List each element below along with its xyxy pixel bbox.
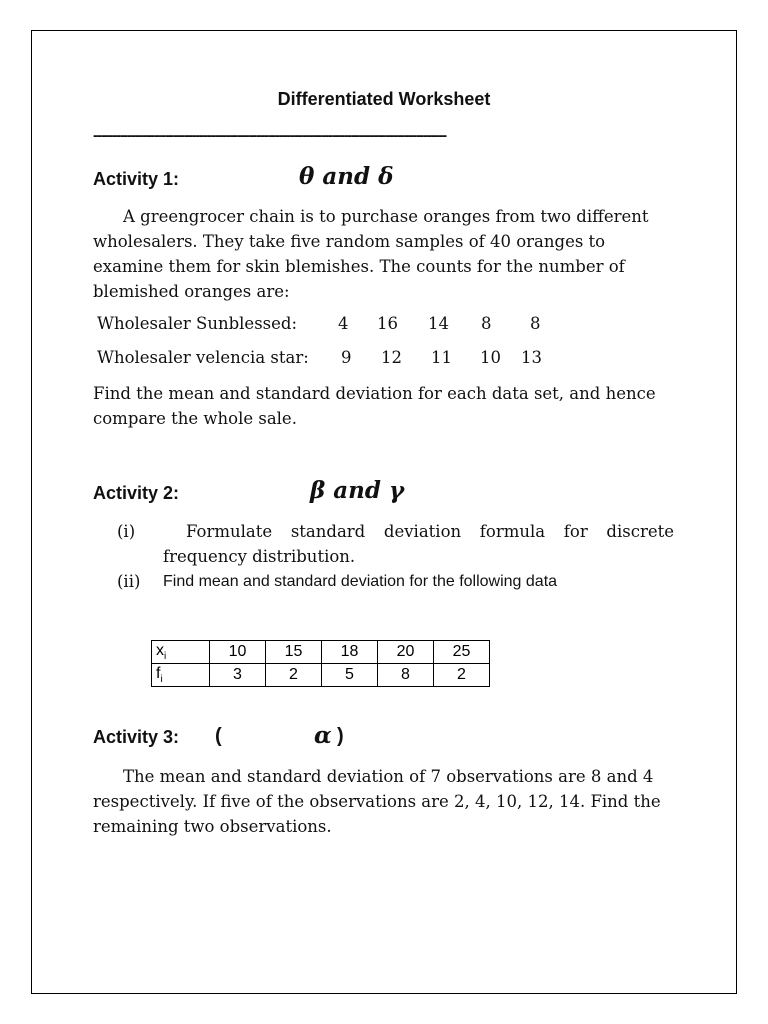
velencia-star-label: Wholesaler velencia star: (97, 348, 309, 367)
f-value-cell: 3 (210, 664, 266, 687)
activity-3-open-paren: ( (215, 725, 222, 747)
item-ii-marker: (ii) (117, 572, 141, 591)
item-i-line: Formulate standard deviation formula for discrete (186, 522, 674, 541)
f-value-cell: 8 (378, 664, 434, 687)
f-label: f (156, 664, 161, 682)
x-value-cell: 18 (322, 641, 378, 664)
activity-3-line: The mean and standard deviation of 7 observations are 8 and 4 (123, 767, 654, 786)
velencia-star-value: 9 (341, 348, 352, 367)
sunblessed-row (97, 314, 557, 336)
x-value-cell: 20 (378, 641, 434, 664)
activity-3-text (93, 764, 674, 839)
intro-line: examine them for skin blemishes. The counts for the number of (93, 257, 625, 276)
intro-line: blemished oranges are: (93, 282, 290, 301)
velencia-star-value: 10 (480, 348, 501, 367)
item-i-text (163, 519, 674, 569)
dashed-divider: --------------------------------------------------------------------------------------------- (93, 127, 446, 144)
sunblessed-value: 4 (338, 314, 349, 333)
x-value-cell: 15 (266, 641, 322, 664)
table-row-x (152, 641, 490, 664)
f-header-cell (152, 664, 210, 687)
table-row-f (152, 664, 490, 687)
x-value-cell: 10 (210, 641, 266, 664)
activity-1-intro (93, 204, 674, 304)
activity-3-line: remaining two observations. (93, 817, 332, 836)
f-subscript: i (160, 674, 163, 686)
activity-3-heading: Activity 3: (93, 727, 180, 747)
frequency-table (151, 640, 490, 687)
f-value-cell: 2 (266, 664, 322, 687)
activity-2-greek: β and γ (310, 477, 405, 504)
activity-2-heading: Activity 2: (93, 483, 180, 503)
sunblessed-value: 8 (530, 314, 541, 333)
f-value-cell: 5 (322, 664, 378, 687)
sunblessed-value: 8 (481, 314, 492, 333)
worksheet-title: Differentiated Worksheet (277, 89, 491, 109)
activity-1-greek: θ and δ (299, 163, 394, 190)
item-i-marker: (i) (117, 522, 136, 541)
activity-3-greek: α (314, 722, 332, 749)
sunblessed-value: 14 (428, 314, 449, 333)
activity-3-close-paren: ) (337, 725, 344, 747)
intro-line: wholesalers. They take five random samples of 40 oranges to (93, 232, 606, 251)
velencia-star-row (97, 348, 557, 370)
x-header-cell (152, 641, 210, 664)
activity-1-question (93, 381, 674, 431)
sunblessed-label: Wholesaler Sunblessed: (97, 314, 298, 333)
velencia-star-value: 13 (521, 348, 542, 367)
activity-3-line: respectively. If five of the observations are 2, 4, 10, 12, 14. Find the (93, 792, 661, 811)
activity-1-heading: Activity 1: (93, 169, 180, 189)
question-line: Find the mean and standard deviation for each data set, and hence (93, 384, 656, 403)
f-value-cell: 2 (434, 664, 490, 687)
x-subscript: i (164, 651, 167, 663)
sunblessed-value: 16 (377, 314, 398, 333)
velencia-star-value: 12 (381, 348, 402, 367)
intro-line: A greengrocer chain is to purchase oranges from two different (123, 207, 649, 226)
question-line: compare the whole sale. (93, 409, 297, 428)
x-value-cell: 25 (434, 641, 490, 664)
x-label: x (156, 641, 164, 659)
velencia-star-value: 11 (431, 348, 452, 367)
item-ii-text: Find mean and standard deviation for the following data (163, 573, 558, 590)
item-i-line: frequency distribution. (163, 547, 356, 566)
